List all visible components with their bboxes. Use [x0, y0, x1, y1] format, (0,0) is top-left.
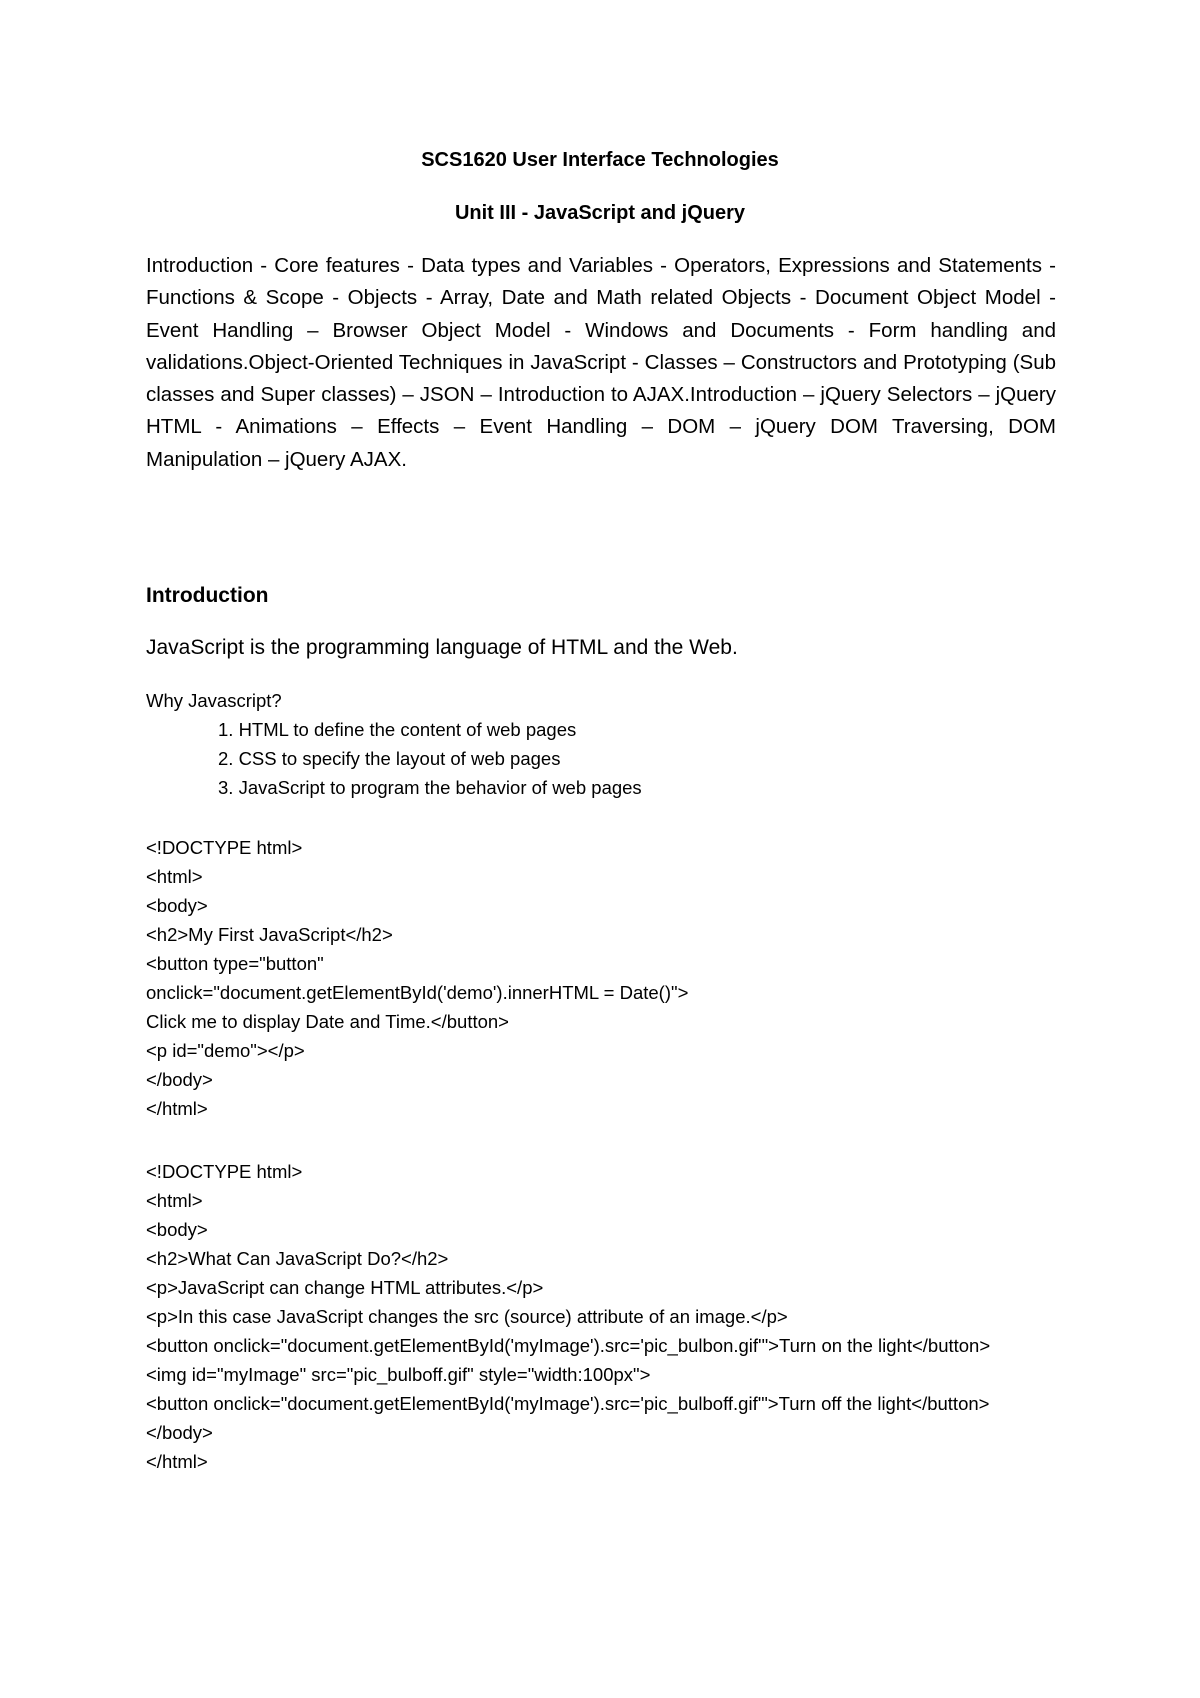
introduction-paragraph: JavaScript is the programming language of HTML and the Web. — [146, 636, 738, 659]
reason-item: 3. JavaScript to program the behavior of web pages — [218, 777, 642, 798]
code-line: <button type="button" — [146, 953, 324, 974]
code-line: Click me to display Date and Time.</button> — [146, 1011, 509, 1032]
code-line: <html> — [146, 1190, 203, 1211]
code-line: </body> — [146, 1069, 213, 1090]
why-javascript-question: Why Javascript? — [146, 690, 282, 711]
why-javascript-block — [146, 686, 642, 802]
code-line: <h2>What Can JavaScript Do?</h2> — [146, 1248, 449, 1269]
code-line: </html> — [146, 1098, 208, 1119]
reason-item: 2. CSS to specify the layout of web pages — [218, 748, 561, 769]
code-line: onclick="document.getElementById('demo').innerHTML = Date()"> — [146, 982, 689, 1003]
code-line: <p>In this case JavaScript changes the src (source) attribute of an image.</p> — [146, 1306, 788, 1327]
code-line: </body> — [146, 1422, 213, 1443]
code-line: <!DOCTYPE html> — [146, 1161, 303, 1182]
reasons-list — [146, 715, 642, 802]
unit-title: Unit III - JavaScript and jQuery — [454, 202, 746, 224]
code-line: <button onclick="document.getElementById('myImage').src='pic_bulboff.gif'">Turn off the light</button> — [146, 1393, 990, 1414]
reason-item: 1. HTML to define the content of web pages — [218, 719, 577, 740]
code-example-1 — [146, 833, 1056, 1123]
code-line: <h2>My First JavaScript</h2> — [146, 924, 393, 945]
code-line: <button onclick="document.getElementById('myImage').src='pic_bulbon.gif'">Turn on the light</button> — [146, 1335, 991, 1356]
code-line: <img id="myImage" src="pic_bulboff.gif" style="width:100px"> — [146, 1364, 651, 1385]
code-example-2 — [146, 1157, 1056, 1476]
syllabus-paragraph: Introduction - Core features - Data types and Variables - Operators, Expressions and Statements - Functions & Scope - Objects - Array, Date and Math related Objects - Document Object Model - Event Handling – Browser Object Model - Windows and Documents - Form handling and validations.Object-Oriented Techniques in JavaScript - Classes – Constructors and Prototyping (Sub classes and Super classes) – JSON – Introduction to AJAX.Introduction – jQuery Selectors – jQuery HTML - Animations – Effects – Event Handling – DOM – jQuery DOM Traversing, DOM Manipulation – jQuery AJAX. — [146, 254, 1056, 471]
course-title: SCS1620 User Interface Technologies — [421, 149, 779, 171]
code-line: <!DOCTYPE html> — [146, 837, 303, 858]
code-line: <p id="demo"></p> — [146, 1040, 305, 1061]
code-line: <body> — [146, 1219, 208, 1240]
section-heading-introduction: Introduction — [146, 584, 269, 607]
code-line: <body> — [146, 895, 208, 916]
code-line: <p>JavaScript can change HTML attributes.</p> — [146, 1277, 544, 1298]
code-line: <html> — [146, 866, 203, 887]
code-line: </html> — [146, 1451, 208, 1472]
